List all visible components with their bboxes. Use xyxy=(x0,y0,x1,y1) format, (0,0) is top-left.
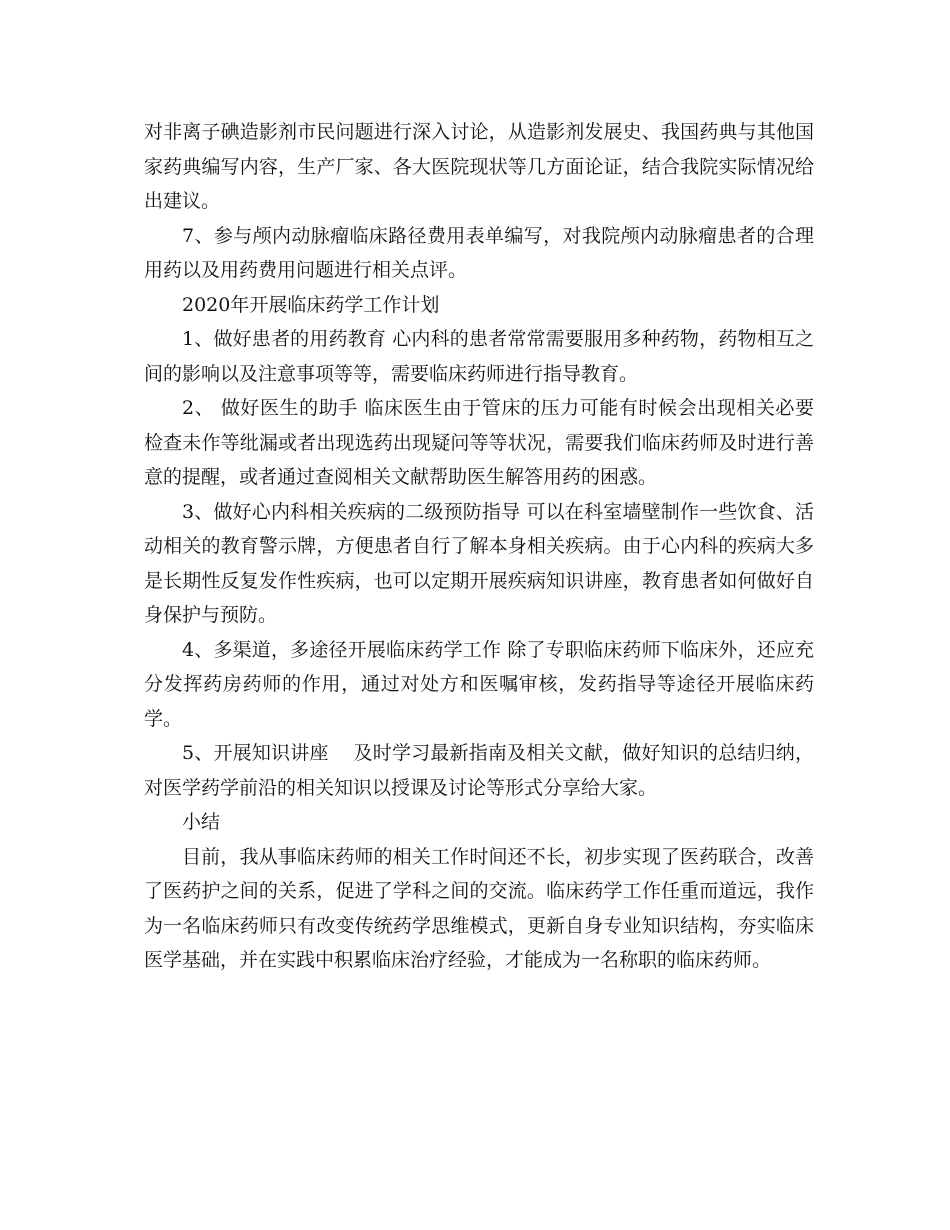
paragraph-summary: 目前，我从事临床药师的相关工作时间还不长，初步实现了医药联合，改善了医药护之间的关系，促进了学科之间的交流。临床药学工作任重而道远，我作为一名临床药师只有改变传统药学思维模式，更新自身专业知识结构，夯实临床医学基础，并在实践中积累临床治疗经验，才能成为一名称职的临床药师。 xyxy=(144,845,814,971)
paragraph-plan-3: 3、做好心内科相关疾病的二级预防指导 可以在科室墙壁制作一些饮食、活动相关的教育警示牌，方便患者自行了解本身相关疾病。由于心内科的疾病大多是长期性反复发作性疾病，也可以定期开展疾病知识讲座，教育患者如何做好自身保护与预防。 xyxy=(144,500,814,626)
paragraph-plan-5: 5、开展知识讲座 及时学习最新指南及相关文献，做好知识的总结归纳，对医学药学前沿的相关知识以授课及讨论等形式分享给大家。 xyxy=(144,742,814,799)
paragraph-contrast-agent-discussion: 对非离子碘造影剂市民问题进行深入讨论，从造影剂发展史、我国药典与其他国家药典编写内容，生产厂家、各大医院现状等几方面论证，结合我院实际情况给出建议。 xyxy=(144,121,814,212)
paragraph-plan-2: 2、 做好医生的助手 临床医生由于管床的压力可能有时候会出现相关必要检查未作等纰漏或者出现选药出现疑问等等状况，需要我们临床药师及时进行善意的提醒，或者通过查阅相关文献帮助医生解答用药的困惑。 xyxy=(144,397,814,488)
paragraph-plan-4: 4、多渠道，多途径开展临床药学工作 除了专职临床药师下临床外，还应充分发挥药房药师的作用，通过对处方和医嘱审核，发药指导等途径开展临床药学。 xyxy=(144,638,814,730)
section-heading-summary: 小结 xyxy=(182,811,221,833)
paragraph-item-7: 7、参与颅内动脉瘤临床路径费用表单编写，对我院颅内动脉瘤患者的合理用药以及用药费用问题进行相关点评。 xyxy=(144,224,814,281)
document-body xyxy=(144,115,814,978)
section-heading-work-plan: 2020年开展临床药学工作计划 xyxy=(182,293,440,316)
paragraph-plan-1: 1、做好患者的用药教育 心内科的患者常常需要服用多种药物，药物相互之间的影响以及注意事项等等，需要临床药师进行指导教育。 xyxy=(144,328,814,385)
